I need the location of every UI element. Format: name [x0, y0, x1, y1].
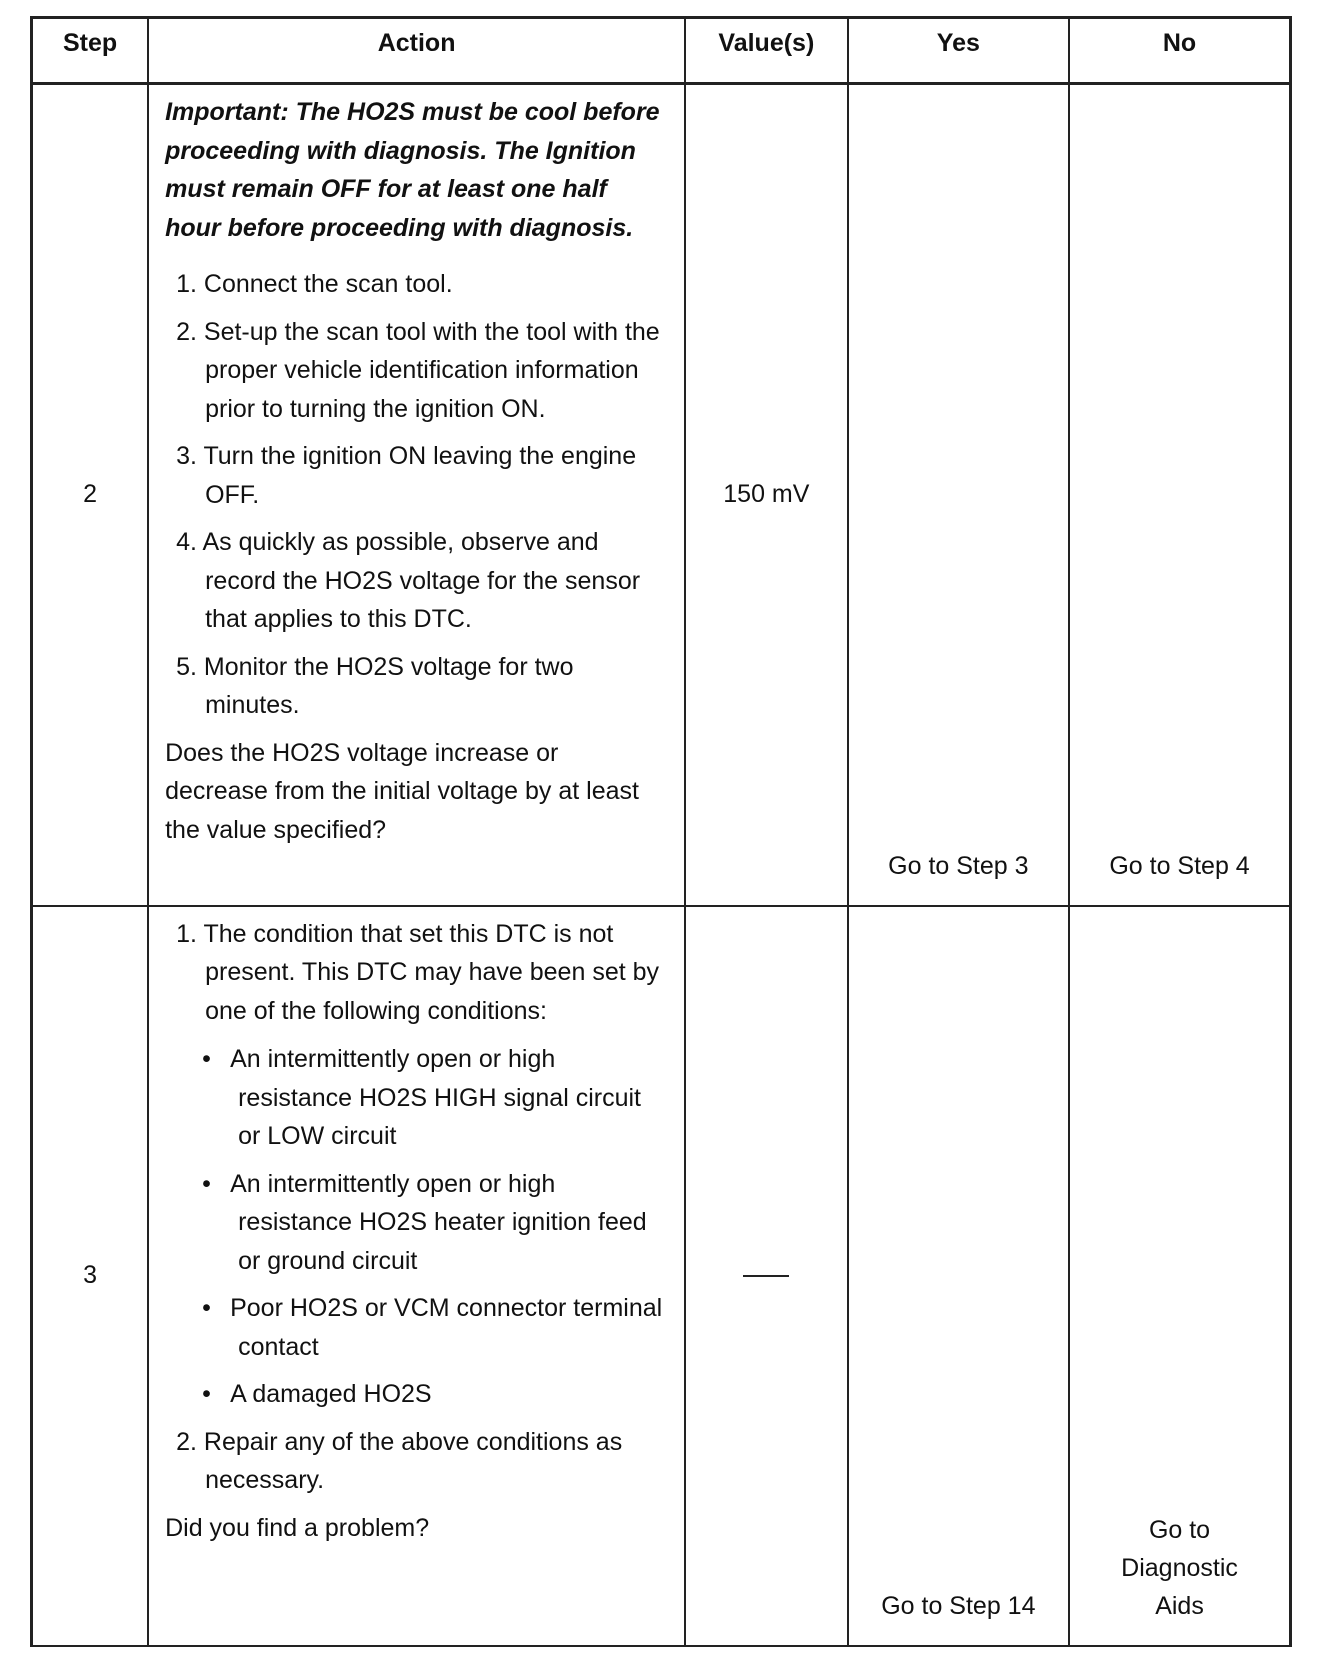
- condition-list: [194, 1040, 668, 1414]
- action-steps: [165, 915, 668, 1500]
- condition-text: An intermittently open or high resistance HO2S heater ignition feed or ground circuit: [230, 1169, 647, 1275]
- action-step: 4. As quickly as possible, observe and record the HO2S voltage for the sensor that applies to this DTC.: [176, 528, 641, 633]
- bullet-icon: •: [202, 1045, 211, 1073]
- action-step: [165, 915, 668, 1414]
- condition-text: A damaged HO2S: [230, 1380, 432, 1408]
- table-row-step-2: [32, 84, 1291, 906]
- no-outcome: Go to Step 4: [1069, 84, 1290, 906]
- question: Does the HO2S voltage increase or decrease from the initial voltage by at least the value specified?: [165, 738, 639, 844]
- header-action: Action: [148, 18, 685, 84]
- action-cell: [148, 906, 685, 1646]
- step-number: 2: [32, 84, 149, 906]
- condition-item: [194, 1165, 668, 1281]
- table-header-row: [32, 18, 1291, 84]
- header-values: Value(s): [685, 18, 848, 84]
- header-no: No: [1069, 18, 1290, 84]
- condition-item: [194, 1289, 668, 1366]
- value-cell: 150 mV: [685, 84, 848, 906]
- condition-text: Poor HO2S or VCM connector terminal contact: [230, 1294, 663, 1361]
- condition-item: [194, 1375, 668, 1414]
- condition-item: [194, 1040, 668, 1156]
- condition-text: An intermittently open or high resistance HO2S HIGH signal circuit or LOW circuit: [230, 1045, 641, 1150]
- bullet-icon: •: [202, 1380, 211, 1408]
- action-cell: [148, 84, 685, 906]
- header-yes: Yes: [848, 18, 1069, 84]
- question: Did you find a problem?: [165, 1513, 430, 1542]
- diagnostic-table-document: [30, 16, 1292, 1664]
- action-step-text: 1. The condition that set this DTC is not present. This DTC may have been set by one of the following conditions:: [176, 919, 660, 1025]
- action-steps: [165, 265, 668, 725]
- step-number: 3: [32, 906, 149, 1646]
- action-step: 2. Set-up the scan tool with the tool with the proper vehicle identification information prior to turning the ignition ON.: [176, 317, 660, 423]
- bullet-icon: •: [202, 1169, 211, 1198]
- no-value-dash: [743, 1275, 789, 1277]
- no-outcome: Go to Diagnostic Aids: [1069, 906, 1290, 1646]
- bullet-icon: •: [202, 1294, 211, 1322]
- action-step: 1. Connect the scan tool.: [176, 270, 453, 298]
- yes-outcome: Go to Step 14: [848, 906, 1069, 1646]
- yes-outcome: Go to Step 3: [848, 84, 1069, 906]
- table-row-step-3: [32, 906, 1291, 1646]
- value-cell: [685, 906, 848, 1646]
- diagnostic-table: [30, 16, 1292, 1647]
- header-step: Step: [32, 18, 149, 84]
- important-note: Important: The HO2S must be cool before proceeding with diagnosis. The Ignition must remain OFF for at least one half hour before proceeding with diagnosis.: [165, 98, 660, 242]
- action-step: 2. Repair any of the above conditions as necessary.: [176, 1427, 623, 1494]
- action-step: 3. Turn the ignition ON leaving the engine OFF.: [176, 442, 637, 509]
- action-step: 5. Monitor the HO2S voltage for two minutes.: [176, 652, 574, 719]
